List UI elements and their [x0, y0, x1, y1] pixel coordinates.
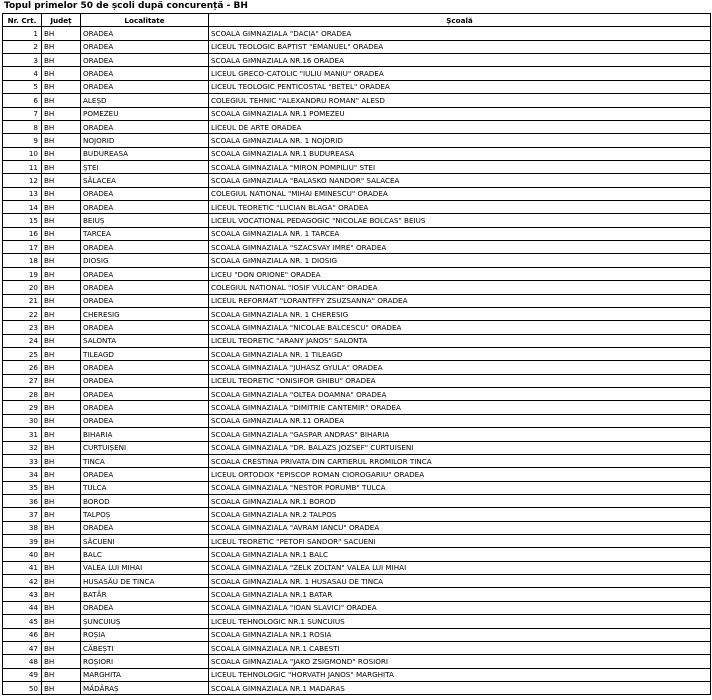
table-row [3, 388, 711, 401]
cell-scoala: LICEUL TEHNOLOGIC "HORVATH JANOS" MARGHITA [209, 668, 711, 681]
cell-judet: BH [42, 267, 81, 280]
cell-nr-crt: 4 [3, 67, 42, 80]
table-row [3, 160, 711, 173]
header-localitate: Localitate [81, 14, 209, 27]
cell-localitate: ORADEA [81, 201, 209, 214]
table-row [3, 508, 711, 521]
cell-localitate: ORADEA [81, 120, 209, 133]
cell-judet: BH [42, 201, 81, 214]
cell-localitate: HUSASĂU DE TINCA [81, 575, 209, 588]
cell-localitate: ORADEA [81, 388, 209, 401]
cell-judet: BH [42, 307, 81, 320]
cell-scoala: SCOALA GIMNAZIALA NR. 1 CHERESIG [209, 307, 711, 320]
cell-judet: BH [42, 668, 81, 681]
table-row [3, 307, 711, 320]
table-row [3, 655, 711, 668]
cell-localitate: CHERESIG [81, 307, 209, 320]
table-row [3, 548, 711, 561]
table-row [3, 374, 711, 387]
cell-nr-crt: 5 [3, 80, 42, 93]
table-row [3, 347, 711, 360]
cell-judet: BH [42, 40, 81, 53]
cell-judet: BH [42, 281, 81, 294]
cell-judet: BH [42, 294, 81, 307]
header-nr-crt: Nr. Crt. [3, 14, 42, 27]
cell-nr-crt: 50 [3, 681, 42, 694]
cell-nr-crt: 7 [3, 107, 42, 120]
table-row [3, 241, 711, 254]
cell-scoala: SCOALA GIMNAZIALA NR. 1 HUSASAU DE TINCA [209, 575, 711, 588]
cell-nr-crt: 25 [3, 347, 42, 360]
cell-nr-crt: 18 [3, 254, 42, 267]
cell-judet: BH [42, 641, 81, 654]
cell-scoala: SCOALA GIMNAZIALA "JUHASZ GYULA" ORADEA [209, 361, 711, 374]
cell-localitate: ORADEA [81, 294, 209, 307]
cell-nr-crt: 43 [3, 588, 42, 601]
cell-scoala: LICEUL TEORETIC "ONISIFOR GHIBU" ORADEA [209, 374, 711, 387]
cell-scoala: LICEUL TEORETIC "ARANY JANOS" SALONTA [209, 334, 711, 347]
table-row [3, 494, 711, 507]
cell-judet: BH [42, 628, 81, 641]
cell-judet: BH [42, 494, 81, 507]
cell-nr-crt: 1 [3, 27, 42, 40]
table-row [3, 361, 711, 374]
table-row [3, 414, 711, 427]
table-row [3, 561, 711, 574]
cell-scoala: SCOALA GIMNAZIALA "MIRON POMPILIU" STEI [209, 160, 711, 173]
cell-nr-crt: 3 [3, 54, 42, 67]
table-body [3, 27, 711, 695]
table-row [3, 187, 711, 200]
cell-nr-crt: 26 [3, 361, 42, 374]
table-row [3, 254, 711, 267]
cell-judet: BH [42, 214, 81, 227]
cell-nr-crt: 31 [3, 428, 42, 441]
cell-localitate: CURTUIȘENI [81, 441, 209, 454]
cell-nr-crt: 45 [3, 615, 42, 628]
cell-localitate: ORADEA [81, 40, 209, 53]
cell-localitate: ORADEA [81, 521, 209, 534]
cell-scoala: SCOALA GIMNAZIALA "ZELK ZOLTAN" VALEA LUI MIHAI [209, 561, 711, 574]
table-row [3, 67, 711, 80]
cell-judet: BH [42, 681, 81, 694]
cell-localitate: ALEȘD [81, 94, 209, 107]
table-row [3, 454, 711, 467]
cell-scoala: SCOALA GIMNAZIALA "GASPAR ANDRAS" BIHARIA [209, 428, 711, 441]
cell-judet: BH [42, 107, 81, 120]
cell-localitate: ORADEA [81, 241, 209, 254]
cell-nr-crt: 10 [3, 147, 42, 160]
table-row [3, 588, 711, 601]
cell-judet: BH [42, 548, 81, 561]
cell-scoala: SCOALA GIMNAZIALA "DIMITRIE CANTEMIR" ORADEA [209, 401, 711, 414]
cell-nr-crt: 13 [3, 187, 42, 200]
table-row [3, 94, 711, 107]
cell-judet: BH [42, 80, 81, 93]
cell-nr-crt: 14 [3, 201, 42, 214]
header-judet: Județ [42, 14, 81, 27]
cell-localitate: BEIUȘ [81, 214, 209, 227]
cell-scoala: LICEU "DON ORIONE" ORADEA [209, 267, 711, 280]
cell-scoala: SCOALA GIMNAZIALA NR. 1 TARCEA [209, 227, 711, 240]
cell-judet: BH [42, 27, 81, 40]
cell-nr-crt: 44 [3, 601, 42, 614]
cell-localitate: DIOSIG [81, 254, 209, 267]
cell-nr-crt: 41 [3, 561, 42, 574]
cell-nr-crt: 6 [3, 94, 42, 107]
cell-scoala: SCOALA GIMNAZIALA NR.11 ORADEA [209, 414, 711, 427]
cell-localitate: ORADEA [81, 414, 209, 427]
cell-localitate: VALEA LUI MIHAI [81, 561, 209, 574]
cell-localitate: SĂLACEA [81, 174, 209, 187]
table-row [3, 481, 711, 494]
cell-localitate: SALONTA [81, 334, 209, 347]
cell-localitate: TALPOȘ [81, 508, 209, 521]
cell-localitate: ORADEA [81, 281, 209, 294]
cell-judet: BH [42, 575, 81, 588]
cell-judet: BH [42, 401, 81, 414]
table-row [3, 80, 711, 93]
schools-table [2, 13, 711, 695]
table-row [3, 120, 711, 133]
cell-scoala: LICEUL TEORETIC "LUCIAN BLAGA" ORADEA [209, 201, 711, 214]
cell-nr-crt: 23 [3, 321, 42, 334]
table-row [3, 615, 711, 628]
cell-localitate: POMEZEU [81, 107, 209, 120]
cell-judet: BH [42, 227, 81, 240]
table-row [3, 401, 711, 414]
table-row [3, 40, 711, 53]
cell-judet: BH [42, 67, 81, 80]
cell-judet: BH [42, 428, 81, 441]
cell-judet: BH [42, 241, 81, 254]
cell-nr-crt: 2 [3, 40, 42, 53]
cell-localitate: ORADEA [81, 54, 209, 67]
cell-judet: BH [42, 508, 81, 521]
cell-judet: BH [42, 94, 81, 107]
cell-scoala: SCOALA GIMNAZIALA "BALASKO NANDOR" SALACEA [209, 174, 711, 187]
cell-judet: BH [42, 615, 81, 628]
cell-scoala: SCOALA GIMNAZIALA NR.1 ROSIA [209, 628, 711, 641]
cell-localitate: ROȘIA [81, 628, 209, 641]
cell-scoala: SCOALA CRESTINA PRIVATA DIN CARTIERUL RROMILOR TINCA [209, 454, 711, 467]
table-row [3, 575, 711, 588]
cell-localitate: ORADEA [81, 374, 209, 387]
cell-nr-crt: 47 [3, 641, 42, 654]
table-row [3, 54, 711, 67]
cell-judet: BH [42, 535, 81, 548]
table-title: Topul primelor 50 de școli după concurență - BH [4, 1, 248, 11]
cell-judet: BH [42, 361, 81, 374]
cell-judet: BH [42, 374, 81, 387]
cell-localitate: ORADEA [81, 80, 209, 93]
table-row [3, 147, 711, 160]
cell-judet: BH [42, 160, 81, 173]
cell-localitate: CĂBEȘTI [81, 641, 209, 654]
table-row [3, 681, 711, 694]
cell-nr-crt: 49 [3, 668, 42, 681]
cell-scoala: LICEUL TEHNOLOGIC NR.1 SUNCUIUS [209, 615, 711, 628]
cell-nr-crt: 36 [3, 494, 42, 507]
cell-judet: BH [42, 347, 81, 360]
cell-nr-crt: 9 [3, 134, 42, 147]
cell-scoala: LICEUL GRECO-CATOLIC "IULIU MANIU" ORADEA [209, 67, 711, 80]
cell-judet: BH [42, 254, 81, 267]
table-row [3, 441, 711, 454]
cell-nr-crt: 27 [3, 374, 42, 387]
cell-judet: BH [42, 134, 81, 147]
cell-localitate: TULCA [81, 481, 209, 494]
cell-nr-crt: 48 [3, 655, 42, 668]
cell-nr-crt: 24 [3, 334, 42, 347]
cell-localitate: BATĂR [81, 588, 209, 601]
cell-nr-crt: 29 [3, 401, 42, 414]
cell-scoala: COLEGIUL TEHNIC "ALEXANDRU ROMAN" ALESD [209, 94, 711, 107]
cell-scoala: SCOALA GIMNAZIALA NR.1 BATAR [209, 588, 711, 601]
cell-scoala: SCOALA GIMNAZIALA "IOAN SLAVICI" ORADEA [209, 601, 711, 614]
cell-judet: BH [42, 454, 81, 467]
table-row [3, 468, 711, 481]
table-row [3, 428, 711, 441]
table-row [3, 641, 711, 654]
table-row [3, 668, 711, 681]
cell-nr-crt: 28 [3, 388, 42, 401]
cell-scoala: LICEUL ORTODOX "EPISCOP ROMAN CIOROGARIU" ORADEA [209, 468, 711, 481]
header-scoala: Școală [209, 14, 711, 27]
cell-scoala: SCOALA GIMNAZIALA "DACIA" ORADEA [209, 27, 711, 40]
cell-judet: BH [42, 521, 81, 534]
cell-judet: BH [42, 334, 81, 347]
cell-judet: BH [42, 321, 81, 334]
table-row [3, 174, 711, 187]
cell-judet: BH [42, 54, 81, 67]
cell-localitate: SĂCUENI [81, 535, 209, 548]
cell-localitate: ORADEA [81, 321, 209, 334]
cell-judet: BH [42, 147, 81, 160]
cell-nr-crt: 8 [3, 120, 42, 133]
cell-judet: BH [42, 174, 81, 187]
cell-scoala: SCOALA GIMNAZIALA NR.16 ORADEA [209, 54, 711, 67]
cell-nr-crt: 22 [3, 307, 42, 320]
table-row [3, 201, 711, 214]
cell-scoala: LICEUL REFORMAT "LORANTFFY ZSUZSANNA" ORADEA [209, 294, 711, 307]
cell-scoala: SCOALA GIMNAZIALA "JAKO ZSIGMOND" ROSIORI [209, 655, 711, 668]
cell-scoala: SCOALA GIMNAZIALA NR.1 MADARAS [209, 681, 711, 694]
table-row [3, 535, 711, 548]
table-row [3, 27, 711, 40]
cell-localitate: ȘTEI [81, 160, 209, 173]
cell-localitate: BOROD [81, 494, 209, 507]
cell-judet: BH [42, 655, 81, 668]
cell-judet: BH [42, 561, 81, 574]
cell-nr-crt: 19 [3, 267, 42, 280]
cell-scoala: SCOALA GIMNAZIALA NR.1 BOROD [209, 494, 711, 507]
table-row [3, 214, 711, 227]
cell-nr-crt: 16 [3, 227, 42, 240]
cell-nr-crt: 32 [3, 441, 42, 454]
cell-localitate: ȘUNCUIUȘ [81, 615, 209, 628]
table-row [3, 601, 711, 614]
cell-nr-crt: 17 [3, 241, 42, 254]
cell-nr-crt: 35 [3, 481, 42, 494]
cell-nr-crt: 37 [3, 508, 42, 521]
cell-scoala: SCOALA GIMNAZIALA NR.2 TALPOS [209, 508, 711, 521]
cell-nr-crt: 46 [3, 628, 42, 641]
cell-nr-crt: 20 [3, 281, 42, 294]
cell-scoala: SCOALA GIMNAZIALA NR.1 POMEZEU [209, 107, 711, 120]
cell-localitate: TILEAGD [81, 347, 209, 360]
cell-judet: BH [42, 414, 81, 427]
table-row [3, 628, 711, 641]
cell-nr-crt: 40 [3, 548, 42, 561]
table-row [3, 281, 711, 294]
cell-scoala: LICEUL DE ARTE ORADEA [209, 120, 711, 133]
cell-nr-crt: 11 [3, 160, 42, 173]
cell-localitate: ORADEA [81, 27, 209, 40]
cell-localitate: ORADEA [81, 187, 209, 200]
table-row [3, 227, 711, 240]
cell-scoala: SCOALA GIMNAZIALA "OLTEA DOAMNA" ORADEA [209, 388, 711, 401]
cell-nr-crt: 30 [3, 414, 42, 427]
table-row [3, 334, 711, 347]
cell-nr-crt: 42 [3, 575, 42, 588]
cell-localitate: TARCEA [81, 227, 209, 240]
cell-nr-crt: 38 [3, 521, 42, 534]
cell-scoala: SCOALA GIMNAZIALA "NICOLAE BALCESCU" ORADEA [209, 321, 711, 334]
cell-scoala: SCOALA GIMNAZIALA NR. 1 DIOSIG [209, 254, 711, 267]
cell-scoala: SCOALA GIMNAZIALA NR.1 BALC [209, 548, 711, 561]
cell-localitate: NOJORID [81, 134, 209, 147]
cell-judet: BH [42, 120, 81, 133]
cell-scoala: SCOALA GIMNAZIALA NR.1 BUDUREASA [209, 147, 711, 160]
cell-nr-crt: 33 [3, 454, 42, 467]
cell-localitate: ORADEA [81, 401, 209, 414]
cell-scoala: SCOALA GIMNAZIALA "SZACSVAY IMRE" ORADEA [209, 241, 711, 254]
cell-scoala: LICEUL TEOLOGIC BAPTIST "EMANUEL" ORADEA [209, 40, 711, 53]
cell-nr-crt: 39 [3, 535, 42, 548]
cell-judet: BH [42, 481, 81, 494]
cell-scoala: LICEUL TEOLOGIC PENTICOSTAL "BETEL" ORADEA [209, 80, 711, 93]
cell-localitate: MĂDĂRAȘ [81, 681, 209, 694]
cell-localitate: MARGHITA [81, 668, 209, 681]
cell-scoala: COLEGIUL NATIONAL "IOSIF VULCAN" ORADEA [209, 281, 711, 294]
cell-judet: BH [42, 388, 81, 401]
table-row [3, 267, 711, 280]
cell-judet: BH [42, 601, 81, 614]
cell-nr-crt: 21 [3, 294, 42, 307]
cell-scoala: SCOALA GIMNAZIALA "DR. BALAZS JOZSEF" CURTUISENI [209, 441, 711, 454]
cell-nr-crt: 12 [3, 174, 42, 187]
cell-judet: BH [42, 441, 81, 454]
cell-scoala: LICEUL TEORETIC "PETOFI SANDOR" SACUENI [209, 535, 711, 548]
cell-scoala: SCOALA GIMNAZIALA NR. 1 TILEAGD [209, 347, 711, 360]
header-row [3, 14, 711, 27]
table-row [3, 294, 711, 307]
table-row [3, 321, 711, 334]
cell-scoala: SCOALA GIMNAZIALA "NESTOR PORUMB" TULCA [209, 481, 711, 494]
cell-nr-crt: 15 [3, 214, 42, 227]
cell-localitate: BUDUREASA [81, 147, 209, 160]
table-row [3, 521, 711, 534]
cell-judet: BH [42, 187, 81, 200]
cell-scoala: SCOALA GIMNAZIALA NR. 1 NOJORID [209, 134, 711, 147]
cell-localitate: ORADEA [81, 267, 209, 280]
cell-scoala: SCOALA GIMNAZIALA NR.1 CABESTI [209, 641, 711, 654]
cell-localitate: ORADEA [81, 67, 209, 80]
cell-localitate: ORADEA [81, 361, 209, 374]
table-row [3, 107, 711, 120]
cell-nr-crt: 34 [3, 468, 42, 481]
cell-judet: BH [42, 468, 81, 481]
cell-judet: BH [42, 588, 81, 601]
cell-scoala: LICEUL VOCATIONAL PEDAGOGIC "NICOLAE BOLCAS" BEIUS [209, 214, 711, 227]
cell-localitate: TINCA [81, 454, 209, 467]
cell-scoala: SCOALA GIMNAZIALA "AVRAM IANCU" ORADEA [209, 521, 711, 534]
cell-localitate: ROȘIORI [81, 655, 209, 668]
cell-localitate: BALC [81, 548, 209, 561]
cell-localitate: BIHARIA [81, 428, 209, 441]
cell-localitate: ORADEA [81, 601, 209, 614]
cell-scoala: COLEGIUL NATIONAL "MIHAI EMINESCU" ORADEA [209, 187, 711, 200]
cell-localitate: ORADEA [81, 468, 209, 481]
table-row [3, 134, 711, 147]
